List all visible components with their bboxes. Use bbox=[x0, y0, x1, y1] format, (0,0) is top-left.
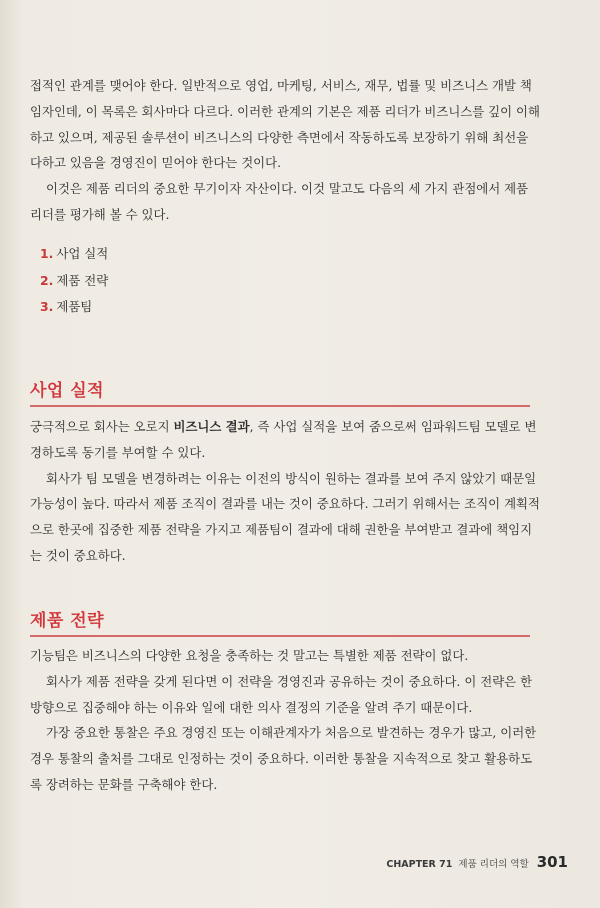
section2-text bbox=[30, 643, 542, 798]
intro-text bbox=[30, 73, 542, 228]
section2-paragraph-1: 기능팀은 비즈니스의 다양한 요청을 충족하는 것 말고는 특별한 제품 전략이 없다. bbox=[30, 648, 469, 663]
section-heading-product-strategy: 제품 전략 bbox=[30, 606, 530, 637]
section2-paragraph-2: 회사가 제품 전략을 갖게 된다면 이 전략을 경영진과 공유하는 것이 중요하다. 이 전략은 한 방향으로 집중해야 하는 이유와 일에 대한 의사 결정의 기준을 알려 주기 때문이다. bbox=[30, 673, 533, 715]
page-number: 301 bbox=[536, 853, 568, 871]
heading-rule bbox=[30, 635, 530, 637]
section1-paragraph-1: 궁극적으로 회사는 오로지 비즈니스 결과, 즉 사업 실적을 보여 줌으로써 임파워드팀 모델로 변경하도록 동기를 부여할 수 있다. bbox=[30, 419, 537, 460]
intro-paragraph-2: 이것은 제품 리더의 중요한 무기이자 자산이다. 이것 말고도 다음의 세 가지 관점에서 제품 리더를 평가해 볼 수 있다. bbox=[30, 181, 529, 222]
perspective-list bbox=[40, 241, 108, 321]
chapter-title: 제품 리더의 역할 bbox=[458, 859, 529, 870]
list-item: 2. 제품 전략 bbox=[40, 272, 109, 288]
section-heading-business-results: 사업 실적 bbox=[30, 376, 530, 407]
list-item: 3. 제품팀 bbox=[40, 299, 93, 314]
section1-paragraph-2: 회사가 팀 모델을 변경하려는 이유는 이전의 방식이 원하는 결과를 보여 주지 않았기 때문일 가능성이 높다. 따라서 제품 조직이 결과를 내는 것이 중요하다. 그러기 위해서는 조직이 계획적으로 한곳에 집중한 제품 전략을 가지고 제품팀이 결과에 대해 권한을 부여받고 결과에 책임지는 것이 중요하다. bbox=[30, 470, 540, 563]
page-footer bbox=[386, 853, 568, 871]
intro-paragraph-1: 접적인 관계를 맺어야 한다. 일반적으로 영업, 마케팅, 서비스, 재무, 법률 및 비즈니스 개발 책임자인데, 이 목록은 회사마다 다르다. 이러한 관계의 기본은 제품 리더가 비즈니스를 깊이 이해하고 있으며, 제공된 솔루션이 비즈니스의 다양한 측면에서 작동하도록 보장하기 위해 최선을 다하고 있음을 경영진이 믿어야 한다는 것이다. bbox=[30, 78, 540, 171]
list-item: 1. 사업 실적 bbox=[40, 246, 109, 261]
emphasis-text: 비즈니스 결과 bbox=[173, 419, 250, 434]
heading-rule bbox=[30, 405, 530, 407]
section1-text bbox=[30, 414, 542, 569]
chapter-label: CHAPTER 71 bbox=[386, 859, 453, 870]
section2-paragraph-3: 가장 중요한 통찰은 주요 경영진 또는 이해관계자가 처음으로 발견하는 경우가 많고, 이러한 경우 통찰의 출처를 그대로 인정하는 것이 중요하다. 이러한 통찰을 지속적으로 찾고 활용하도록 장려하는 문화를 구축해야 한다. bbox=[30, 725, 537, 792]
